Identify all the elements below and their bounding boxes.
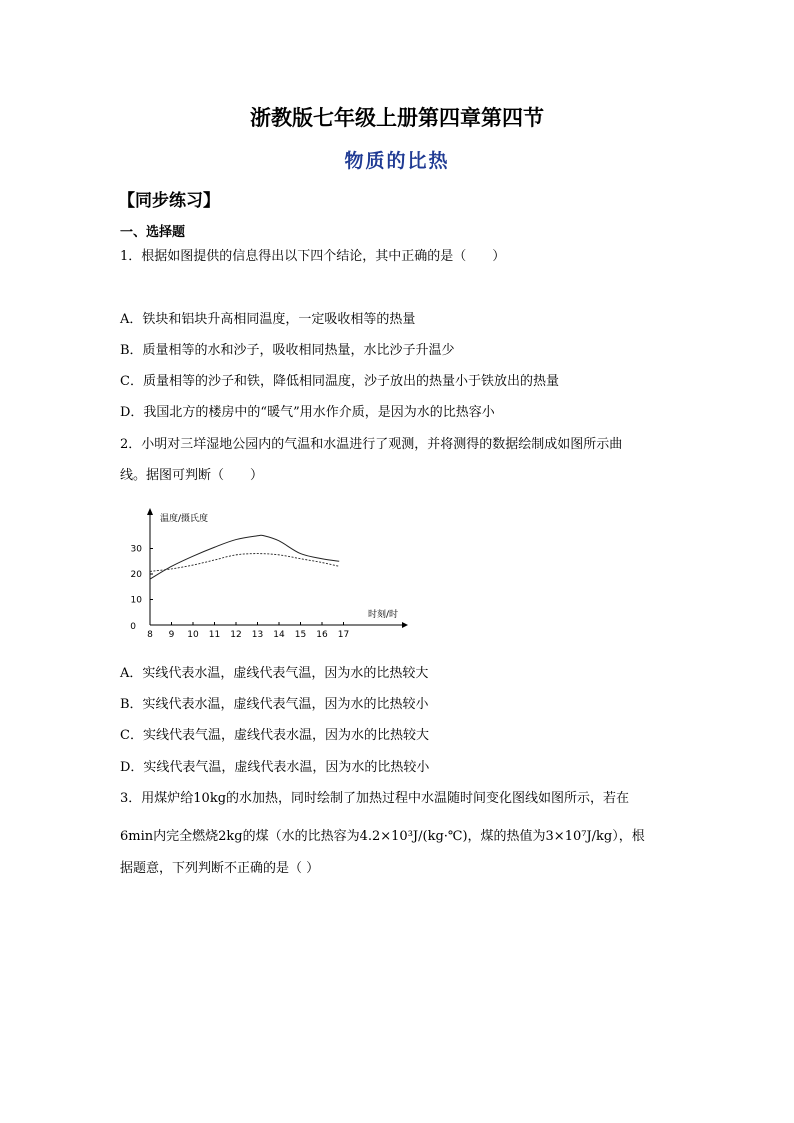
temperature-chart (120, 505, 410, 644)
y-tick-label: 30 (130, 544, 142, 555)
q1-option-b: B．质量相等的水和沙子，吸收相同热量，水比沙子升温少 (120, 343, 455, 358)
section-label: 【同步练习】 (118, 191, 220, 211)
q2-option-d: D．实线代表气温，虚线代表水温，因为水的比热较小 (120, 760, 430, 775)
q2-stem-line2: 线。据图可判断（ ） (120, 468, 264, 483)
y-tick-label: 10 (130, 595, 142, 606)
q2-option-c: C．实线代表气温，虚线代表水温，因为水的比热较大 (120, 728, 429, 743)
page-subtitle: 物质的比热 (344, 150, 450, 172)
q1-stem: 1．根据如图提供的信息得出以下四个结论，其中正确的是（ ） (120, 249, 506, 264)
x-tick-label: 12 (230, 630, 242, 640)
q2-option-b: B．实线代表水温，虚线代表气温，因为水的比热较小 (120, 697, 429, 712)
x-tick-label: 8 (147, 630, 153, 640)
x-tick-label: 17 (337, 630, 350, 640)
y-tick-label: 20 (130, 570, 142, 580)
x-tick-label: 13 (251, 630, 264, 640)
y-axis-label: 温度/摄氏度 (160, 514, 209, 524)
solid-temperature-line (150, 535, 339, 579)
x-tick-label: 16 (316, 630, 328, 640)
y-tick-label: 0 (130, 622, 136, 632)
q1-option-d: D．我国北方的楼房中的“暖气”用水作介质，是因为水的比热容小 (120, 405, 495, 420)
q1-option-a: A．铁块和铝块升高相同温度，一定吸收相等的热量 (120, 312, 416, 327)
question-type-heading: 一、选择题 (120, 225, 186, 240)
q2-option-a: A．实线代表水温，虚线代表气温，因为水的比热较大 (120, 666, 429, 681)
x-tick-label: 14 (273, 630, 285, 640)
q1-option-c: C．质量相等的沙子和铁，降低相同温度，沙子放出的热量小于铁放出的热量 (120, 374, 559, 389)
x-tick-label: 10 (187, 630, 199, 640)
q3-line3: 据题意，下列判断不正确的是（ ） (120, 861, 320, 876)
x-tick-label: 9 (168, 630, 175, 640)
q2-stem-line1: 2．小明对三垟湿地公园内的气温和水温进行了观测，并将测得的数据绘制成如图所示曲 (120, 437, 623, 452)
x-tick-label: 11 (208, 630, 221, 640)
x-tick-label: 15 (294, 630, 307, 640)
q3-line2: 6min内完全燃烧2kg的煤（水的比热容为4.2×10³J/(kg·℃)，煤的热值为3×10⁷J/kg），根 (120, 829, 645, 844)
y-axis-arrow (147, 508, 153, 515)
q3-line1: 3．用煤炉给10kg的水加热，同时绘制了加热过程中水温随时间变化图线如图所示，若在 (120, 791, 630, 806)
x-axis-label: 时刻/时 (368, 610, 399, 620)
x-axis-arrow (402, 622, 408, 628)
page-title: 浙教版七年级上册第四章第四节 (250, 105, 544, 130)
